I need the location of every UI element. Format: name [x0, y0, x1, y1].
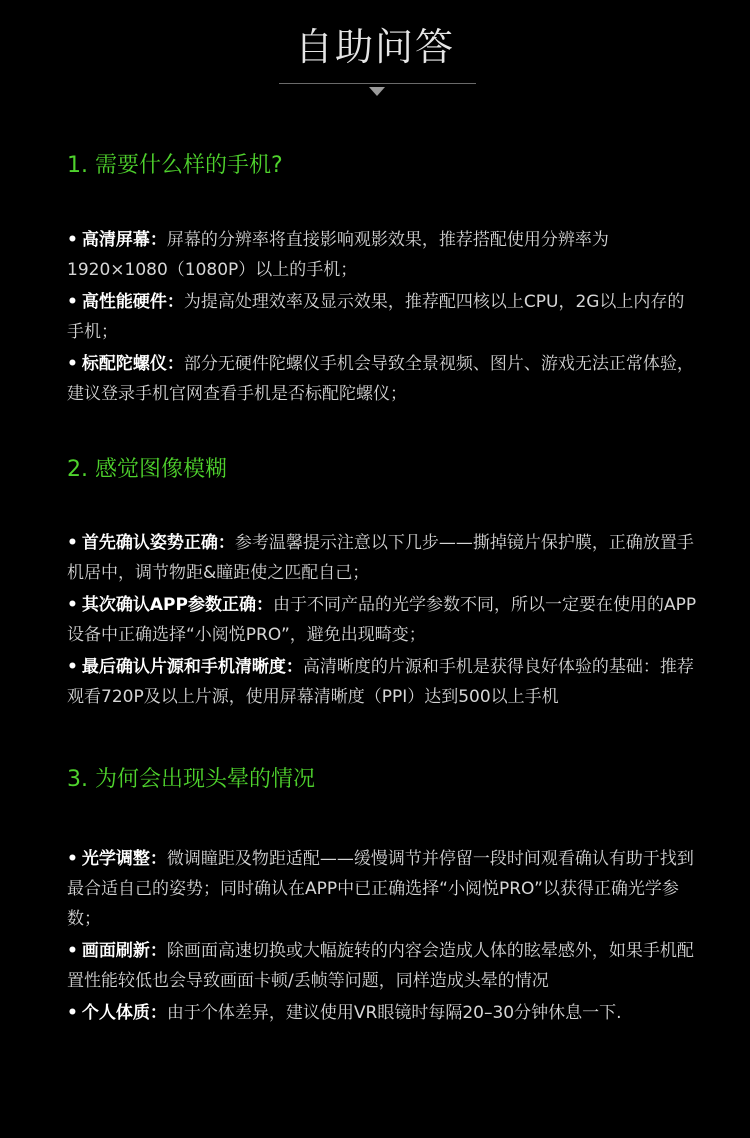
list-item — [67, 225, 697, 285]
item-text: 由于个体差异，建议使用VR眼镜时每隔20–30分钟休息一下. — [166, 1003, 622, 1023]
item-text: 为提高处理效率及显示效果，推荐配四核以上CPU，2G以上内存的手机； — [67, 292, 685, 342]
list-item — [67, 349, 697, 409]
item-term: 标配陀螺仪： — [81, 354, 184, 374]
bullet-icon: • — [67, 354, 78, 374]
item-term: 画面刷新： — [81, 941, 167, 961]
item-text: 除画面高速切换或大幅旋转的内容会造成人体的眩晕感外，如果手机配置性能较低也会导致画面卡顿/丢帧等问题，同样造成头晕的情况 — [67, 941, 694, 991]
item-term: 首先确认姿势正确： — [81, 533, 235, 553]
bullet-icon: • — [67, 230, 78, 250]
item-text: 由于不同产品的光学参数不同，所以一定要在使用的APP设备中正确选择“小阅悦PRO”，避免出现畸变； — [67, 595, 697, 645]
bullet-icon: • — [67, 657, 78, 677]
item-text: 屏幕的分辨率将直接影响观影效果，推荐搭配使用分辨率为1920×1080（1080P）以上的手机； — [67, 230, 609, 280]
page-title: 自助问答 — [294, 25, 455, 69]
item-term: 最后确认片源和手机清晰度： — [81, 657, 303, 677]
section-heading: 2. 感觉图像模糊 — [67, 457, 227, 482]
bullet-icon: • — [67, 1003, 78, 1023]
section-heading-2 — [67, 455, 697, 485]
bullet-icon: • — [67, 941, 78, 961]
bullet-icon: • — [67, 849, 78, 869]
item-text: 参考温馨提示注意以下几步——撕掉镜片保护膜，正确放置手机居中，调节物距&瞳距使之匹配自己； — [67, 533, 694, 583]
section-3-items — [67, 844, 697, 1028]
list-item — [67, 287, 697, 347]
list-item — [67, 844, 697, 934]
item-term: 其次确认APP参数正确： — [81, 595, 273, 615]
list-item — [67, 590, 697, 650]
item-text: 微调瞳距及物距适配——缓慢调节并停留一段时间观看确认有助于找到最合适自己的姿势；同时确认在APP中已正确选择“小阅悦PRO”以获得正确光学参数； — [67, 849, 694, 929]
list-item — [67, 528, 697, 588]
section-2-items — [67, 528, 697, 712]
bullet-icon: • — [67, 292, 78, 312]
bullet-icon: • — [67, 595, 78, 615]
list-item — [67, 936, 697, 996]
item-text: 高清晰度的片源和手机是获得良好体验的基础：推荐观看720P及以上片源，使用屏幕清晰度（PPI）达到500以上手机 — [67, 657, 694, 707]
down-triangle-icon — [369, 87, 385, 96]
section-heading: 1. 需要什么样的手机? — [67, 153, 283, 178]
item-term: 光学调整： — [81, 849, 167, 869]
item-term: 个人体质： — [81, 1003, 167, 1023]
item-term: 高性能硬件： — [81, 292, 184, 312]
list-item — [67, 998, 697, 1028]
title-divider — [279, 83, 476, 84]
bullet-icon: • — [67, 533, 78, 553]
list-item — [67, 652, 697, 712]
item-term: 高清屏幕： — [81, 230, 167, 250]
section-heading-3 — [67, 765, 697, 795]
section-heading: 3. 为何会出现头晕的情况 — [67, 767, 315, 792]
item-text: 部分无硬件陀螺仪手机会导致全景视频、图片、游戏无法正常体验，建议登录手机官网查看手机是否标配陀螺仪； — [67, 354, 694, 404]
section-heading-1 — [67, 151, 697, 181]
section-1-items — [67, 225, 697, 409]
